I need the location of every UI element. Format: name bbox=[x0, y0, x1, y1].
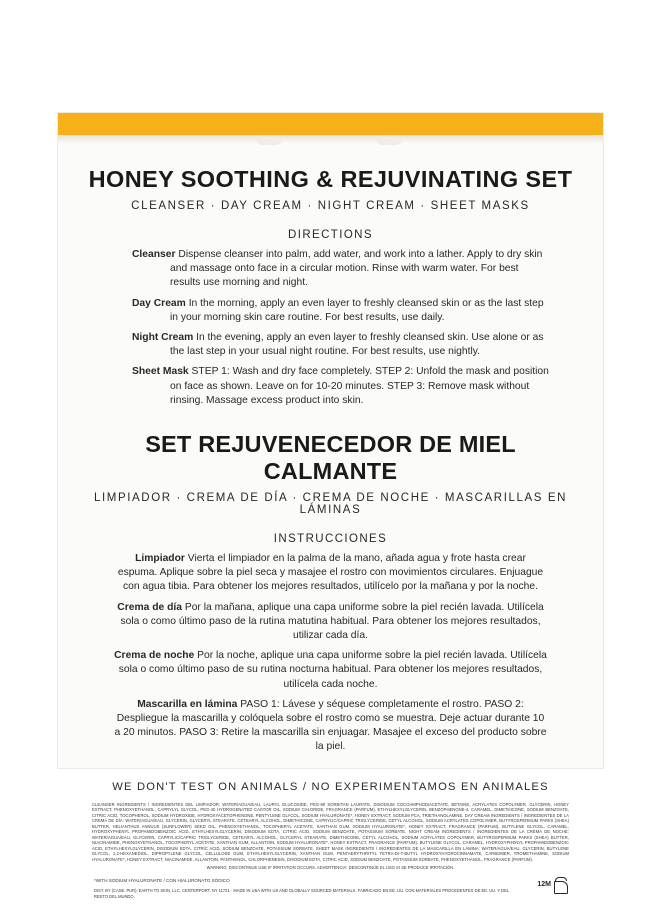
direction-text: In the evening, apply an even layer to freshly cleansed skin. Use alone or as the last step in your usual night routine. For best results, use nightly. bbox=[170, 332, 544, 358]
pao-label: 12M bbox=[537, 881, 551, 889]
direction-item bbox=[132, 365, 551, 408]
directions-heading-es: INSTRUCCIONES bbox=[273, 533, 388, 546]
direction-label: Crema de día bbox=[117, 601, 182, 613]
footer-row bbox=[88, 877, 573, 907]
period-after-opening bbox=[537, 877, 567, 892]
box-back-panel-content bbox=[58, 144, 603, 907]
direction-label: Day Cream bbox=[132, 297, 186, 309]
direction-label: Night Cream bbox=[132, 332, 194, 344]
product-box bbox=[57, 112, 604, 899]
direction-label: Sheet Mask bbox=[132, 366, 189, 378]
direction-text: Por la noche, aplique una capa uniforme sobre la piel recién lavada. Utilícela sola o como último paso de su rutina nocturna habitual. Para obtener los mejores resultados, utilícela cada noche. bbox=[118, 650, 547, 690]
ingredients-list: CLEANSER INGREDIENTS / INGREDIENTES DEL LIMPIADOR: WATER/AGUA/EAU, LAURYL GLUCOSIDE, PEG-80 SORBITAN LAURATE, DISODIUM COCOAMPHODIACETATE, BETAINE, ACRYLATES COPOLYMER, GLYCERIN, HONEY EXTRACT, PHENOXYETHANOL, CAPRYLYL GLYCOL, PEG-40 HYDROGENATED CASTOR OIL, SODIUM CHLORIDE, FRAGRANCE (PARFUM), ETHYLHEXYLGLYCERIN, BENZOPHENONE-4, CARAMEL, DIMETHICONE, SODIUM BENZOATE, CITRIC ACID, TOCOPHEROL, SODIUM HYDROXIDE, HYDROXYACETOPHENONE, PENTYLENE GLYCOL, SODIUM HYALURONATE*, HONEY EXTRACT, SODIUM PCA, TRIETHANOLAMINE. DAY CREAM INGREDIENTS / INGREDIENTES DE LA CREMA DE DÍA: WATER/AGUA/EAU, GLYCERIN, GLYCERYL STEARATE, CETEARYL ALCOHOL, DIMETHICONE, CAPRYLIC/CAPRIC TRIGLYCERIDE, CETYL ALCOHOL, SODIUM ACRYLATES COPOLYMER, BUTYROSPERMUM PARKII (SHEA) BUTTER, HELIANTHUS ANNUUS (SUNFLOWER) SEED OIL, PHENOXYETHANOL, TOCOPHERYL ACETATE, XANTHAN GUM, SODIUM HYALURONATE*, HONEY EXTRACT, FRAGRANCE (PARFUM), BUTYLENE GLYCOL, CARAMEL, HYDROXYPHENYL PROPAMIDOBENZOIC ACID, ETHYLHEXYLGLYCERIN, DISODIUM EDTA, CITRIC ACID, SODIUM BENZOATE, POTASSIUM SORBATE. NIGHT CREAM INGREDIENTS / INGREDIENTES DE LA CREMA DE NOCHE: WATER/AGUA/EAU, GLYCERIN, CAPRYLIC/CAPRIC TRIGLYCERIDE, CETEARYL ALCOHOL, GLYCERYL STEARATE, DIMETHICONE, CETYL ALCOHOL, SODIUM ACRYLATES COPOLYMER, BUTYROSPERMUM PARKII (SHEA) BUTTER, NIACINAMIDE, PHENOXYETHANOL, TOCOPHERYL ACETATE, XANTHAN GUM, ALLANTOIN, SODIUM HYALURONATE*, HONEY EXTRACT, FRAGRANCE (PARFUM), BUTYLENE GLYCOL, CARAMEL, HYDROXYPHENYL PROPAMIDOBENZOIC ACID, ETHYLHEXYLGLYCERIN, DISODIUM EDTA, CITRIC ACID, SODIUM BENZOATE, POTASSIUM SORBATE. SHEET MASK INGREDIENTS / INGREDIENTES DE LA MASCARILLA EN LÁMINA: WATER/AGUA/EAU, GLYCERIN, BUTYLENE GLYCOL, 1,2-HEXANEDIOL, DIPROPYLENE GLYCOL, CELLULOSE GUM, ETHYLHEXYLGLYCERIN, XANTHAN GUM, PENTAERYTHRITYL TETRA-DI-T-BUTYL HYDROXYHYDROCINNAMATE, CARBOMER, TROMETHAMINE, SODIUM HYALURONATE*, HONEY EXTRACT, NIACINAMIDE, ALLANTOIN, PANTHENOL, CHLORPHENESIN, DISODIUM EDTA, CITRIC ACID, SODIUM BENZOATE, POTASSIUM SORBATE, PHENOXYETHANOL, FRAGRANCE (PARFUM). bbox=[92, 801, 569, 862]
direction-text: STEP 1: Wash and dry face completely. STEP 2: Unfold the mask and position on face as shown. Leave on for 10-20 minutes. STEP 3: Remove mask without rinsing. Massage excess product into skin. bbox=[170, 366, 549, 406]
product-title-es: SET REJUVENECEDOR DE MIEL CALMANTE bbox=[145, 431, 516, 485]
direction-text: Vierta el limpiador en la palma de la mano, añada agua y frote hasta crear espuma. Aplique sobre la piel seca y masajee el rostro con movimientos circulares. Enjuague con agua tibia. Para obtener los mejores resultados, utilícelo por la mañana y por la noche. bbox=[117, 553, 544, 593]
directions-heading-en: DIRECTIONS bbox=[288, 229, 373, 241]
direction-item bbox=[114, 698, 547, 755]
product-subtitle-es: LIMPIADOR · CREMA DE DÍA · CREMA DE NOCHE · MASCARILLAS EN LÁMINAS bbox=[93, 492, 567, 517]
open-jar-icon bbox=[554, 877, 567, 892]
direction-item bbox=[132, 297, 551, 325]
direction-item bbox=[114, 649, 547, 692]
directions-list-en bbox=[88, 248, 573, 408]
direction-item bbox=[132, 248, 551, 291]
product-subtitle-en: CLEANSER · DAY CREAM · NIGHT CREAM · SHEET MASKS bbox=[131, 200, 530, 212]
product-title-en: HONEY SOOTHING & REJUVINATING SET bbox=[88, 166, 573, 192]
direction-text: Dispense cleanser into palm, add water, and work into a lather. Apply to dry skin and massage onto face in a circular motion. Rinse with warm water. For best results use morning and night. bbox=[170, 249, 543, 289]
direction-label: Crema de noche bbox=[114, 650, 195, 662]
direction-label: Limpiador bbox=[135, 553, 185, 565]
direction-item bbox=[114, 601, 547, 644]
direction-label: Mascarilla en lámina bbox=[137, 698, 238, 710]
direction-text: Por la mañana, aplique una capa uniforme sobre la piel recién lavada. Utilícela sola o como último paso de la rutina matutina habitual. Para obtener los mejores resultados, utilizar cada día. bbox=[120, 601, 544, 642]
direction-item bbox=[132, 331, 551, 359]
warning-statement: WARNING: DISCONTINUE USE IF IRRITATION OCCURS. ADVERTENCIA: DESCONTINÚE EL USO SI SE PRODUCE IRRITACIÓN. bbox=[206, 865, 455, 870]
box-top-shadow bbox=[58, 135, 603, 144]
distributor-info: DIST. BY (CASE. PUR): EARTH TO SKIN, LLC, CENTERPORT, NY 11721 · MADE IN USA WITH US AND GLOBALLY SOURCED MATERIALS. FABRICADO EN EE. UU. CON MATERIALES PROCEDENTES DE EE. UU. Y DEL RESTO DEL MUNDO. bbox=[94, 888, 509, 899]
hyaluronate-footnote: *WITH SODIUM HYALURONATE / CON HIALURONATO SÓDICO bbox=[94, 878, 230, 884]
box-top-yellow-band bbox=[58, 113, 603, 135]
direction-text: In the morning, apply an even layer to freshly cleansed skin or as the last step in your morning skin care routine. For best results, use daily. bbox=[170, 297, 544, 323]
direction-text: PASO 1: Lávese y séquese completamente el rostro. PASO 2: Despliegue la mascarilla y colóquela sobre el rostro como se muestra. Deje actuar durante 10 a 20 minutos. PASO 3: Retire la mascarilla sin enjuagar. Masajee el exceso del producto sobre la piel. bbox=[114, 698, 547, 753]
directions-list-es bbox=[88, 552, 573, 755]
direction-label: Cleanser bbox=[132, 249, 176, 260]
no-animal-testing-statement: WE DON'T TEST ON ANIMALS / NO EXPERIMENTAMOS EN ANIMALES bbox=[112, 780, 549, 793]
direction-item bbox=[114, 552, 547, 595]
